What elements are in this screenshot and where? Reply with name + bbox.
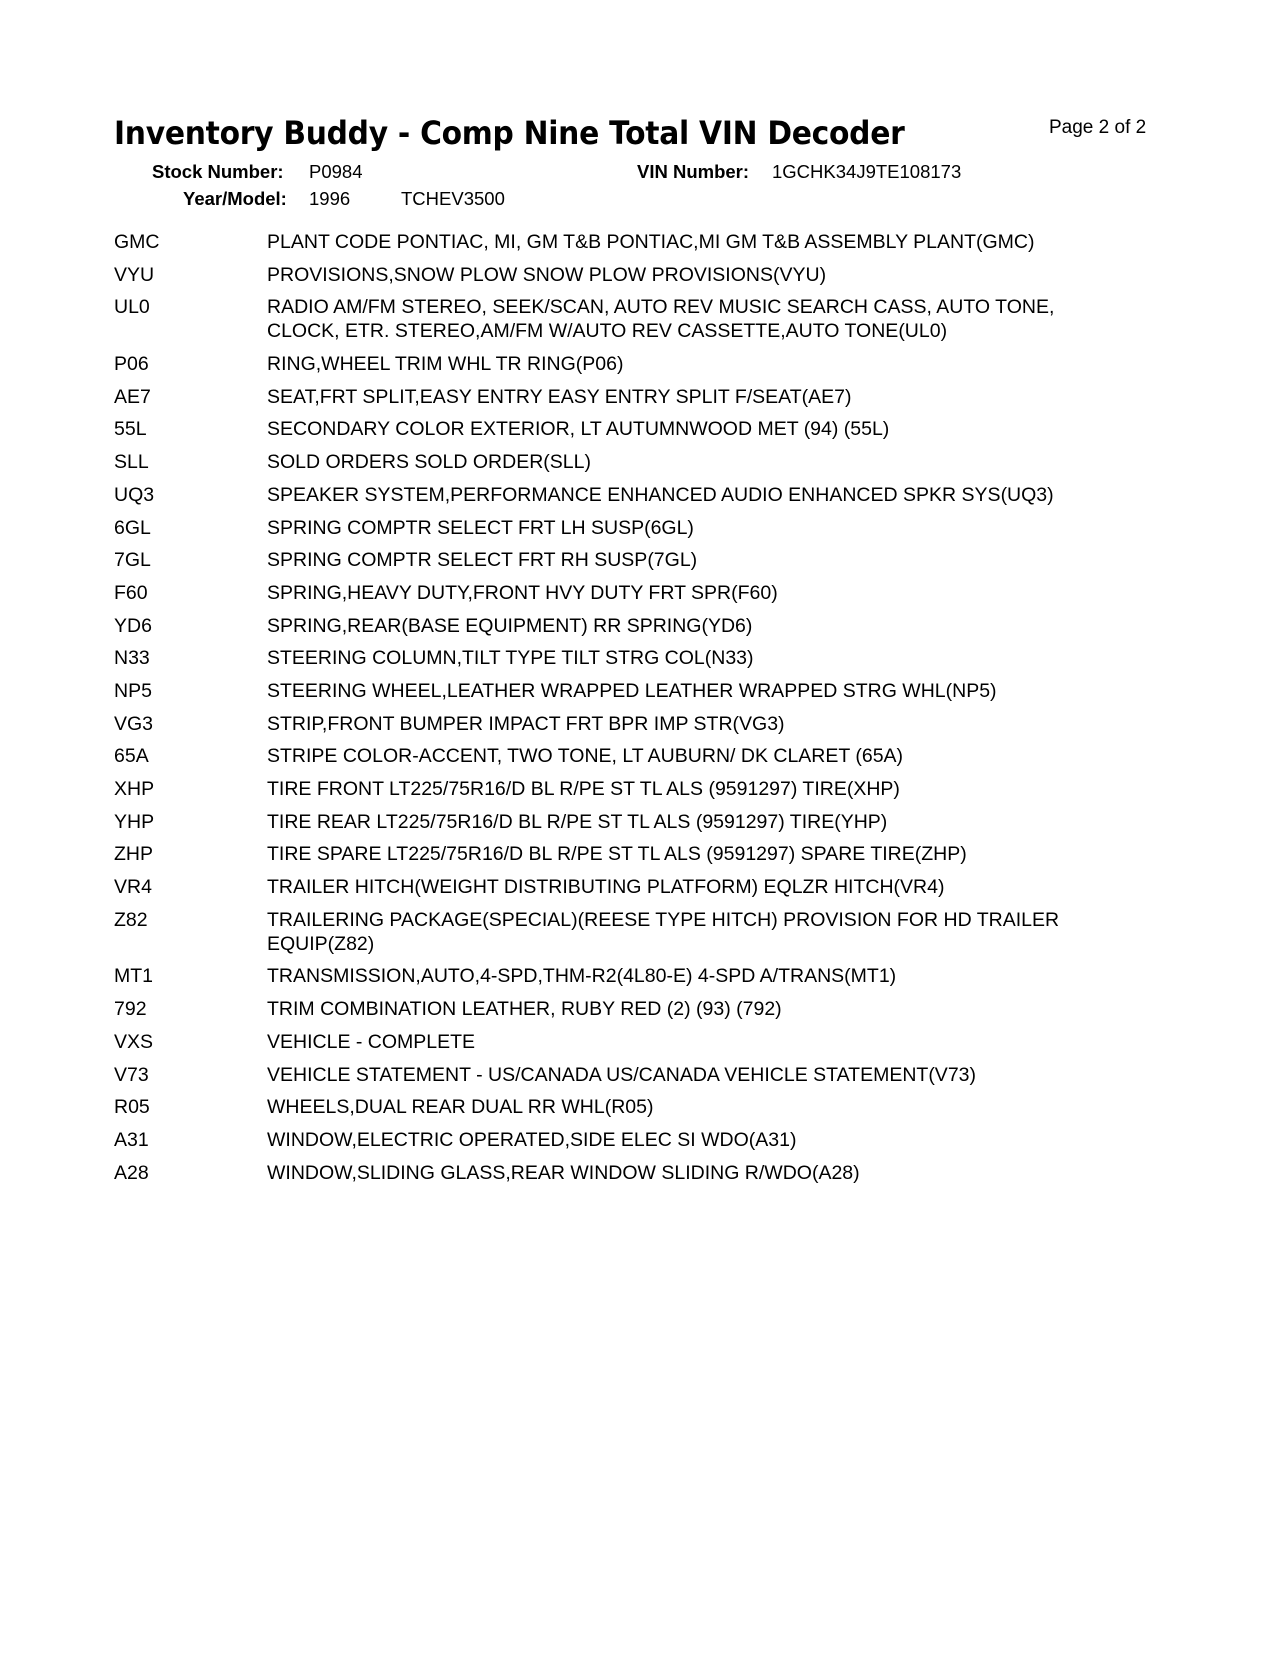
option-code: NP5: [114, 679, 152, 702]
option-description: TIRE FRONT LT225/75R16/D BL R/PE ST TL ALS (9591297) TIRE(XHP): [267, 778, 900, 800]
option-code: P06: [114, 353, 149, 376]
option-code: UL0: [114, 296, 150, 319]
option-description: TIRE REAR LT225/75R16/D BL R/PE ST TL ALS (9591297) TIRE(YHP): [267, 810, 888, 833]
option-row: [114, 1030, 1174, 1054]
option-row: [114, 997, 1174, 1021]
option-code: Z82: [114, 908, 148, 931]
option-row: [114, 516, 1174, 540]
option-row: [114, 230, 1174, 254]
option-code: 55L: [114, 418, 147, 441]
option-row: [114, 810, 1174, 834]
option-description: PROVISIONS,SNOW PLOW SNOW PLOW PROVISIONS(VYU): [267, 263, 827, 286]
option-description: SECONDARY COLOR EXTERIOR, LT AUTUMNWOOD MET (94) (55L): [267, 418, 890, 441]
year-model-label: Year/Model:: [183, 188, 287, 209]
option-row: [114, 679, 1174, 703]
option-description: TRAILERING PACKAGE(SPECIAL)(REESE TYPE HITCH) PROVISION FOR HD TRAILER EQUIP(Z82): [267, 908, 1060, 955]
option-code: N33: [114, 647, 150, 670]
option-code: ZHP: [114, 843, 153, 866]
option-description: RING,WHEEL TRIM WHL TR RING(P06): [267, 353, 624, 376]
option-description: SPRING COMPTR SELECT FRT LH SUSP(6GL): [267, 516, 694, 539]
option-code: GMC: [114, 231, 160, 253]
option-row: [114, 744, 1174, 768]
page-indicator: Page 2 of 2: [1049, 117, 1147, 138]
option-description: SEAT,FRT SPLIT,EASY ENTRY EASY ENTRY SPLIT F/SEAT(AE7): [267, 385, 852, 408]
option-row: [114, 712, 1174, 736]
option-row: [114, 964, 1174, 988]
option-row: [114, 263, 1174, 287]
option-row: [114, 908, 1174, 956]
year-value: 1996: [309, 188, 351, 209]
option-code: YHP: [114, 810, 155, 833]
option-description: TRANSMISSION,AUTO,4-SPD,THM-R2(4L80-E) 4-SPD A/TRANS(MT1): [267, 965, 897, 988]
option-description: STRIPE COLOR-ACCENT, TWO TONE, LT AUBURN/ DK CLARET (65A): [267, 745, 904, 768]
option-row: [114, 352, 1174, 376]
option-description: WINDOW,ELECTRIC OPERATED,SIDE ELEC SI WDO(A31): [267, 1128, 797, 1151]
option-code: V73: [114, 1063, 149, 1086]
option-description: WINDOW,SLIDING GLASS,REAR WINDOW SLIDING R/WDO(A28): [267, 1161, 860, 1184]
option-description: SPRING,HEAVY DUTY,FRONT HVY DUTY FRT SPR(F60): [267, 581, 778, 604]
option-code: XHP: [114, 778, 155, 800]
option-description: TRIM COMBINATION LEATHER, RUBY RED (2) (93) (792): [267, 998, 782, 1021]
option-code: YD6: [114, 614, 152, 637]
option-code: 7GL: [114, 549, 151, 572]
option-description: STEERING COLUMN,TILT TYPE TILT STRG COL(N33): [267, 647, 754, 670]
option-row: [114, 875, 1174, 899]
option-description: VEHICLE - COMPLETE: [267, 1030, 476, 1053]
option-description: SPEAKER SYSTEM,PERFORMANCE ENHANCED AUDIO ENHANCED SPKR SYS(UQ3): [267, 483, 1054, 506]
option-row: [114, 1095, 1174, 1119]
vin-label: VIN Number:: [637, 161, 750, 182]
option-description: WHEELS,DUAL REAR DUAL RR WHL(R05): [267, 1096, 654, 1119]
option-code: VXS: [114, 1030, 154, 1053]
option-description: STRIP,FRONT BUMPER IMPACT FRT BPR IMP STR(VG3): [267, 712, 785, 735]
option-row: [114, 777, 1174, 801]
option-description: SOLD ORDERS SOLD ORDER(SLL): [267, 451, 591, 474]
option-description: TIRE SPARE LT225/75R16/D BL R/PE ST TL ALS (9591297) SPARE TIRE(ZHP): [267, 843, 967, 866]
option-row: [114, 1063, 1174, 1087]
option-row: [114, 1128, 1174, 1152]
option-code: AE7: [114, 385, 151, 408]
option-code: VR4: [114, 876, 152, 899]
option-row: [114, 385, 1174, 409]
option-code: 65A: [114, 745, 149, 768]
vin-value: 1GCHK34J9TE108173: [772, 161, 962, 182]
option-code: MT1: [114, 965, 153, 988]
stock-number-value: P0984: [309, 161, 363, 182]
option-code: UQ3: [114, 483, 155, 506]
option-description: PLANT CODE PONTIAC, MI, GM T&B PONTIAC,MI GM T&B ASSEMBLY PLANT(GMC): [267, 231, 1035, 253]
option-description: STEERING WHEEL,LEATHER WRAPPED LEATHER WRAPPED STRG WHL(NP5): [267, 679, 997, 702]
stock-number-label: Stock Number:: [152, 161, 284, 182]
option-code: F60: [114, 581, 148, 604]
option-row: [114, 483, 1174, 507]
option-row: [114, 548, 1174, 572]
option-description: RADIO AM/FM STEREO, SEEK/SCAN, AUTO REV MUSIC SEARCH CASS, AUTO TONE, CLOCK, ETR. STEREO,AM/FM W/AUTO REV CASSETTE,AUTO TONE(UL0): [267, 296, 1055, 343]
option-description: TRAILER HITCH(WEIGHT DISTRIBUTING PLATFORM) EQLZR HITCH(VR4): [267, 876, 945, 899]
option-code: R05: [114, 1096, 150, 1119]
option-row: [114, 1161, 1174, 1185]
option-row: [114, 581, 1174, 605]
option-row: [114, 417, 1174, 441]
option-row: [114, 842, 1174, 866]
option-code: 6GL: [114, 516, 151, 539]
option-code: A28: [114, 1161, 149, 1184]
option-description: SPRING,REAR(BASE EQUIPMENT) RR SPRING(YD6): [267, 614, 753, 637]
report-title: Inventory Buddy - Comp Nine Total VIN Decoder: [114, 114, 905, 152]
option-code: SLL: [114, 451, 149, 474]
option-code: VYU: [114, 263, 155, 286]
option-code: VG3: [114, 712, 154, 735]
option-row: [114, 295, 1174, 343]
option-row: [114, 614, 1174, 638]
option-row: [114, 646, 1174, 670]
option-description: SPRING COMPTR SELECT FRT RH SUSP(7GL): [267, 549, 698, 572]
option-row: [114, 450, 1174, 474]
option-code-list: [114, 230, 1174, 1193]
option-code: 792: [114, 998, 147, 1021]
option-code: A31: [114, 1128, 149, 1151]
model-value: TCHEV3500: [401, 188, 505, 209]
option-description: VEHICLE STATEMENT - US/CANADA US/CANADA VEHICLE STATEMENT(V73): [267, 1063, 976, 1086]
